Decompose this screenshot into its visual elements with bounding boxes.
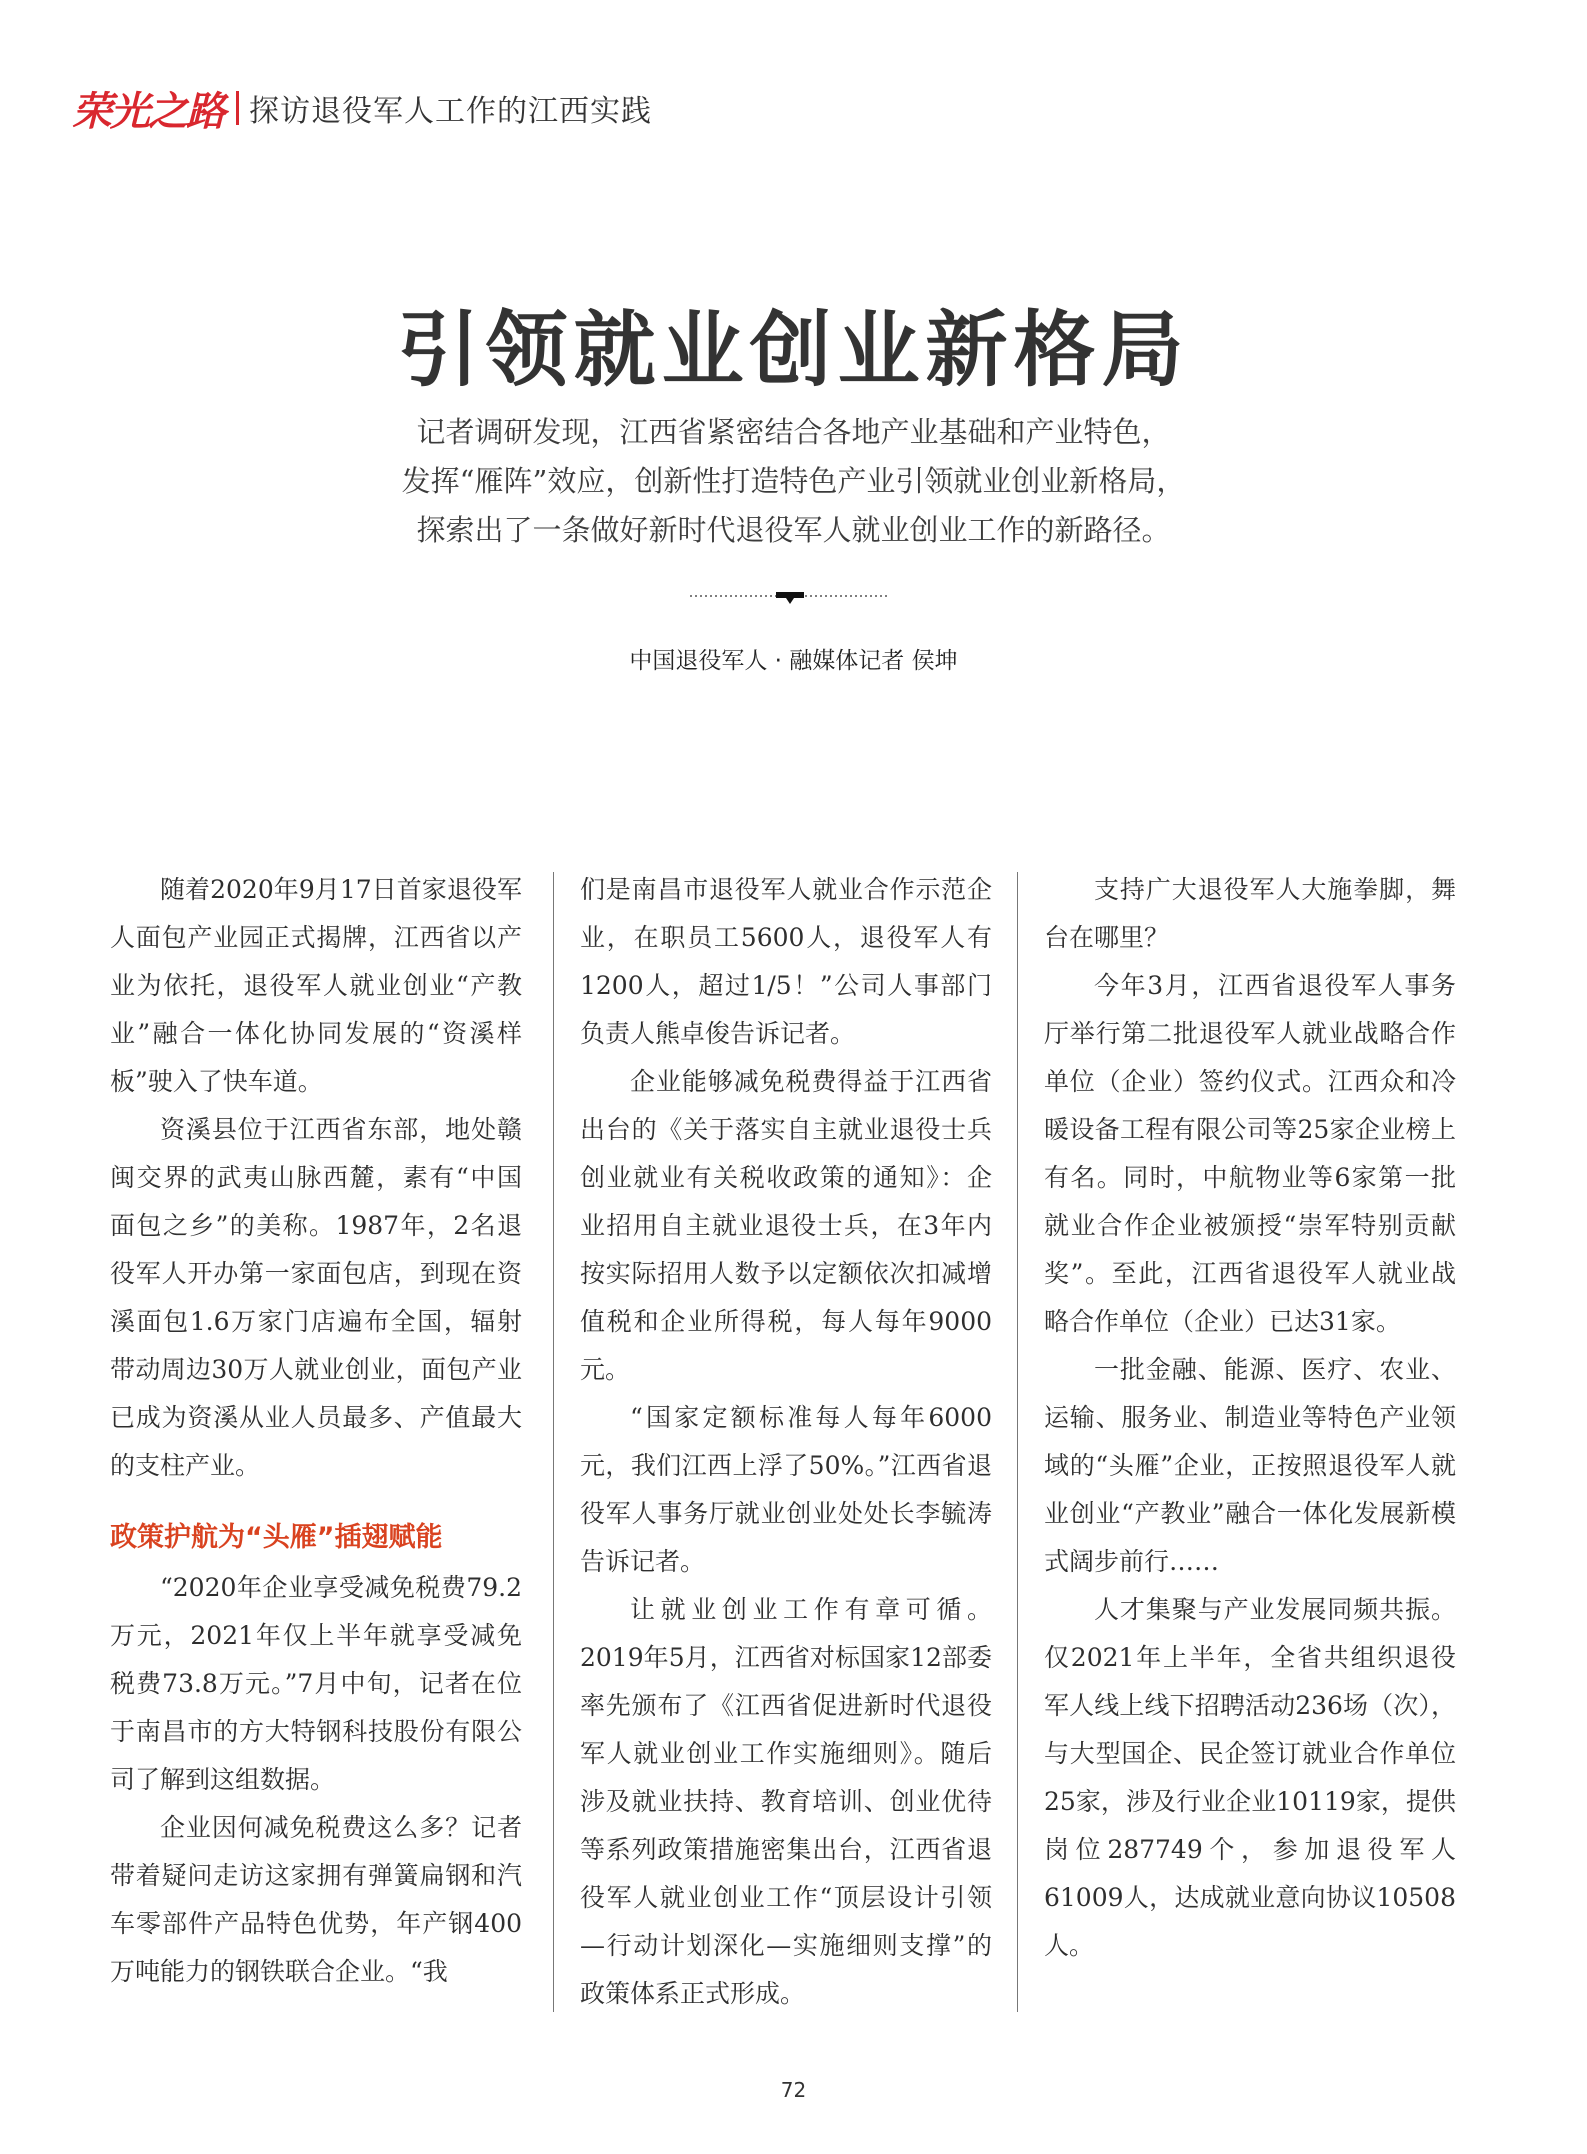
column-2 <box>580 866 992 2018</box>
header-divider <box>236 91 239 125</box>
paragraph: 企业能够减免税费得益于江西省出台的《关于落实自主就业退役士兵创业就业有关税收政策的通知》：企业招用自主就业退役士兵，在3年内按实际招用人数予以定额依次扣减增值税和企业所得税，每人每年9000元。 <box>580 1067 992 1384</box>
deck-line: 探索出了一条做好新时代退役军人就业创业工作的新路径。 <box>416 513 1171 547</box>
paragraph: 们是南昌市退役军人就业合作示范企业，在职员工5600人，退役军人有1200人，超过1/5！”公司人事部门负责人熊卓俊告诉记者。 <box>580 875 992 1048</box>
paragraph: 今年3月，江西省退役军人事务厅举行第二批退役军人就业战略合作单位（企业）签约仪式。江西众和冷暖设备工程有限公司等25家企业榜上有名。同时，中航物业等6家第一批就业合作企业被颁授“崇军特别贡献奖”。至此，江西省退役军人就业战略合作单位（企业）已达31家。 <box>1044 971 1456 1336</box>
section-subhead: 政策护航为“头雁”插翅赋能 <box>110 1522 443 1553</box>
running-header <box>72 78 652 138</box>
column-3 <box>1044 866 1456 1970</box>
paragraph: 资溪县位于江西省东部，地处赣闽交界的武夷山脉西麓，素有“中国面包之乡”的美称。1987年，2名退役军人开办第一家面包店，到现在资溪面包1.6万家门店遍布全国，辐射带动周边30万人就业创业，面包产业已成为资溪从业人员最多、产值最大的支柱产业。 <box>110 1115 522 1480</box>
paragraph: 随着2020年9月17日首家退役军人面包产业园正式揭牌，江西省以产业为依托，退役军人就业创业“产教业”融合一体化协同发展的“资溪样板”驶入了快车道。 <box>110 875 522 1096</box>
paragraph: 一批金融、能源、医疗、农业、运输、服务业、制造业等特色产业领域的“头雁”企业，正按照退役军人就业创业“产教业”融合一体化发展新模式阔步前行…… <box>1044 1355 1456 1576</box>
byline: 中国退役军人 · 融媒体记者 侯坤 <box>629 648 958 674</box>
magazine-logo <box>72 80 224 137</box>
column-rule <box>1017 872 1018 2012</box>
article-deck <box>300 408 1287 555</box>
article-body <box>110 866 1466 2016</box>
page-number: 72 <box>780 2078 807 2102</box>
article-title: 引领就业创业新格局 <box>397 303 1190 398</box>
column-1 <box>110 866 522 1996</box>
paragraph: 企业因何减免税费这么多？记者带着疑问走访这家拥有弹簧扁钢和汽车零部件产品特色优势，年产钢400万吨能力的钢铁联合企业。“我 <box>110 1813 522 1986</box>
paragraph: “2020年企业享受减免税费79.2万元，2021年仅上半年就享受减免税费73.8万元。”7月中旬，记者在位于南昌市的方大特钢科技股份有限公司了解到这组数据。 <box>110 1573 522 1794</box>
paragraph: 支持广大退役军人大施拳脚，舞台在哪里？ <box>1044 875 1456 952</box>
section-title: 探访退役军人工作的江西实践 <box>249 94 652 129</box>
paragraph: 人才集聚与产业发展同频共振。仅2021年上半年，全省共组织退役军人线上线下招聘活动236场（次），与大型国企、民企签订就业合作单位25家，涉及行业企业10119家，提供岗位287749个，参加退役军人61009人，达成就业意向协议10508人。 <box>1044 1595 1456 1960</box>
deck-line: 记者调研发现，江西省紧密结合各地产业基础和产业特色， <box>416 415 1171 449</box>
logo-text: 荣光之路 <box>72 88 224 135</box>
column-rule <box>553 872 554 2012</box>
paragraph: 让就业创业工作有章可循。2019年5月，江西省对标国家12部委率先颁布了《江西省促进新时代退役军人就业创业工作实施细则》。随后涉及就业扶持、教育培训、创业优待等系列政策措施密集出台，江西省退役军人就业创业工作“顶层设计引领—行动计划深化—实施细则支撑”的政策体系正式形成。 <box>580 1595 992 2008</box>
divider-ornament <box>690 588 890 608</box>
paragraph: “国家定额标准每人每年6000元，我们江西上浮了50%。”江西省退役军人事务厅就业创业处处长李毓涛告诉记者。 <box>580 1403 992 1576</box>
deck-line: 发挥“雁阵”效应，创新性打造特色产业引领就业创业新格局， <box>401 464 1186 498</box>
